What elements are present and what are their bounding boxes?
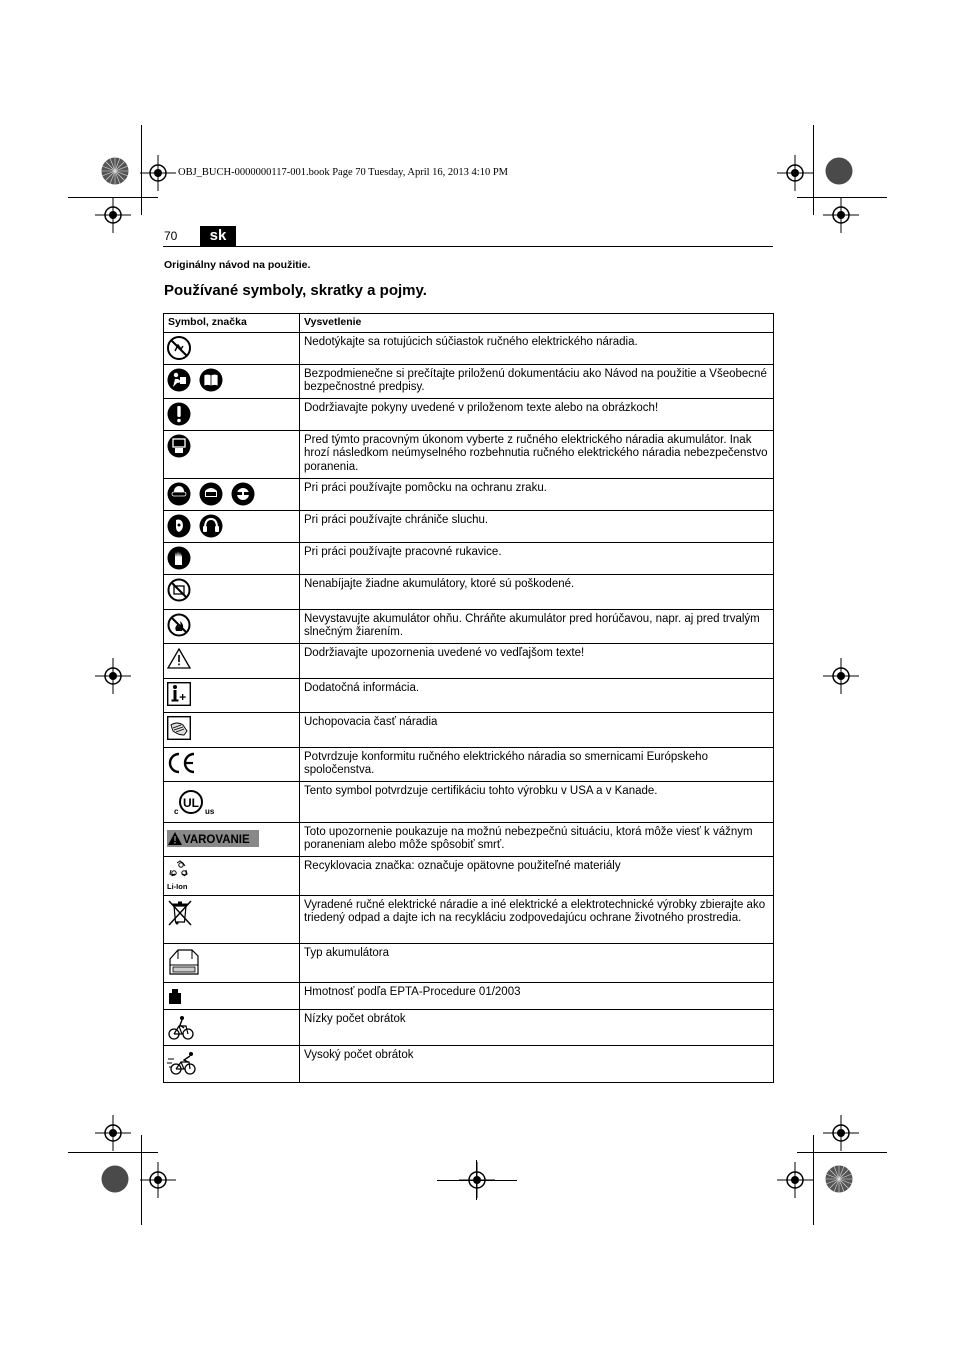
table-row xyxy=(164,543,774,575)
symbol-cell xyxy=(164,431,300,479)
warning-label-icon xyxy=(167,830,259,847)
table-row xyxy=(164,479,774,511)
symbol-cell xyxy=(164,944,300,983)
table-row xyxy=(164,644,774,679)
no-charge-damaged-battery-icon xyxy=(167,578,191,602)
warning-triangle-icon xyxy=(167,647,191,671)
grey-disc-icon xyxy=(101,1165,129,1193)
book-header: OBJ_BUCH-0000000117-001.book Page 70 Tuesday, April 16, 2013 4:10 PM xyxy=(178,167,508,178)
explanation-cell: Dodatočná informácia. xyxy=(300,679,774,713)
symbol-cell xyxy=(164,713,300,748)
table-row xyxy=(164,333,774,365)
table-row xyxy=(164,823,774,857)
crossed-bin-icon xyxy=(167,899,193,927)
explanation-cell: Nízky počet obrátok xyxy=(300,1010,774,1046)
explanation-cell: Pri práci používajte pracovné rukavice. xyxy=(300,543,774,575)
explanation-cell: Pri práci používajte chrániče sluchu. xyxy=(300,511,774,543)
explanation-cell: Vyradené ručné elektrické náradie a iné elektrické a elektrotechnické výrobky zbierajte ako triedený odpad a dajte ich na recykláciu zodpovedajúcu ochrane životného prostredia. xyxy=(300,896,774,944)
weight-icon xyxy=(167,988,183,1006)
table-row xyxy=(164,782,774,823)
symbol-cell xyxy=(164,333,300,365)
symbol-cell xyxy=(164,857,300,896)
symbol-cell xyxy=(164,399,300,431)
table-row xyxy=(164,983,774,1010)
svg-text:UL: UL xyxy=(183,796,199,810)
ear-plug-icon xyxy=(167,514,191,538)
page-number: 70 xyxy=(164,229,178,243)
registration-mark-icon xyxy=(823,197,859,233)
symbol-cell xyxy=(164,679,300,713)
explanation-cell: Dodržiavajte pokyny uvedené v priloženom texte alebo na obrázkoch! xyxy=(300,399,774,431)
symbol-cell xyxy=(164,610,300,644)
symbols-table xyxy=(163,313,774,1083)
svg-text:VAROVANIE: VAROVANIE xyxy=(183,834,250,846)
explanation-cell: Uchopovacia časť náradia xyxy=(300,713,774,748)
recycle-li-ion-icon xyxy=(167,860,195,892)
registration-mark-icon xyxy=(95,197,131,233)
info-plus-icon xyxy=(167,682,191,706)
registration-mark-icon xyxy=(823,658,859,694)
symbol-cell xyxy=(164,644,300,679)
section-title: Používané symboly, skratky a pojmy. xyxy=(164,282,427,299)
ce-mark-icon xyxy=(167,751,197,775)
table-header-row xyxy=(164,314,774,333)
table-row xyxy=(164,679,774,713)
table-row xyxy=(164,399,774,431)
explanation-cell: Bezpodmienečne si prečítajte priloženú dokumentáciu ako Návod na použitie a Všeobecné bezpečnostné predpisy. xyxy=(300,365,774,399)
table-row xyxy=(164,713,774,748)
symbol-cell xyxy=(164,543,300,575)
table-row xyxy=(164,1046,774,1083)
explanation-cell: Tento symbol potvrdzuje certifikáciu tohto výrobku v USA a v Kanade. xyxy=(300,782,774,823)
symbol-cell xyxy=(164,1010,300,1046)
symbol-cell xyxy=(164,983,300,1010)
symbol-cell xyxy=(164,782,300,823)
grip-surface-icon xyxy=(167,716,191,740)
header-divider xyxy=(163,246,773,247)
symbol-cell xyxy=(164,823,300,857)
language-badge: sk xyxy=(200,226,236,246)
goggles-icon xyxy=(167,482,191,506)
starburst-disc-icon xyxy=(825,1165,853,1193)
symbol-cell xyxy=(164,1046,300,1083)
svg-text:c: c xyxy=(174,807,179,816)
explanation-cell: Vysoký počet obrátok xyxy=(300,1046,774,1083)
explanation-cell: Toto upozornenie poukazuje na možnú nebezpečnú situáciu, ktorá môže viesť k vážnym poraneniam alebo môže spôsobiť smrť. xyxy=(300,823,774,857)
explanation-cell: Pred týmto pracovným úkonom vyberte z ručného elektrického náradia akumulátor. Inak hrozí následkom neúmyselného rozbehnutia ručného elektrického náradia nebezpečenstvo poranenia. xyxy=(300,431,774,479)
no-fire-battery-icon xyxy=(167,613,191,637)
table-row xyxy=(164,1010,774,1046)
gloves-icon xyxy=(167,546,191,570)
explanation-cell: Nevystavujte akumulátor ohňu. Chráňte akumulátor pred horúčavou, napr. aj pred trvalým slnečným žiarením. xyxy=(300,610,774,644)
explanation-cell: Dodržiavajte upozornenia uvedené vo vedľajšom texte! xyxy=(300,644,774,679)
table-row xyxy=(164,610,774,644)
starburst-disc-icon xyxy=(101,157,129,185)
registration-mark-icon xyxy=(777,1162,813,1198)
exclamation-icon xyxy=(167,402,191,426)
registration-mark-icon xyxy=(777,155,813,191)
explanation-cell: Nedotýkajte sa rotujúcich súčiastok ručného elektrického náradia. xyxy=(300,333,774,365)
explanation-cell: Pri práci používajte pomôcku na ochranu zraku. xyxy=(300,479,774,511)
fast-bicycle-icon xyxy=(167,1049,199,1077)
symbol-cell xyxy=(164,896,300,944)
explanation-cell: Typ akumulátora xyxy=(300,944,774,983)
table-row xyxy=(164,748,774,782)
registration-mark-icon xyxy=(140,155,176,191)
registration-mark-icon xyxy=(95,1115,131,1151)
remove-battery-icon xyxy=(167,434,191,458)
ul-mark-icon xyxy=(167,789,217,819)
safety-glasses-icon xyxy=(231,482,255,506)
explanation-cell: Hmotnosť podľa EPTA-Procedure 01/2003 xyxy=(300,983,774,1010)
explanation-cell: Nenabíjajte žiadne akumulátory, ktoré sú poškodené. xyxy=(300,575,774,610)
symbol-cell xyxy=(164,575,300,610)
symbol-cell xyxy=(164,511,300,543)
svg-text:us: us xyxy=(205,807,215,816)
registration-mark-icon xyxy=(823,1115,859,1151)
grey-disc-icon xyxy=(825,157,853,185)
table-row xyxy=(164,857,774,896)
table-row xyxy=(164,365,774,399)
table-row xyxy=(164,431,774,479)
svg-text:Li-Ion: Li-Ion xyxy=(167,882,188,891)
column-header-explanation: Vysvetlenie xyxy=(300,314,774,333)
registration-mark-icon xyxy=(95,658,131,694)
slow-bicycle-icon xyxy=(167,1013,195,1041)
table-row xyxy=(164,511,774,543)
table-row xyxy=(164,896,774,944)
symbol-cell xyxy=(164,748,300,782)
open-book-icon xyxy=(199,368,223,392)
column-header-symbol: Symbol, značka xyxy=(164,314,300,333)
table-row xyxy=(164,944,774,983)
intro-text: Originálny návod na použitie. xyxy=(164,259,311,271)
battery-pack-icon xyxy=(167,947,203,979)
symbol-cell xyxy=(164,479,300,511)
explanation-cell: Potvrdzuje konformitu ručného elektrického náradia so smernicami Európskeho spoločenstva. xyxy=(300,748,774,782)
ear-muff-icon xyxy=(199,514,223,538)
registration-mark-icon xyxy=(140,1162,176,1198)
table-row xyxy=(164,575,774,610)
explanation-cell: Recyklovacia značka: označuje opätovne použiteľné materiály xyxy=(300,857,774,896)
symbol-cell xyxy=(164,365,300,399)
no-touch-rotating-icon xyxy=(167,336,191,360)
face-shield-icon xyxy=(199,482,223,506)
read-manual-icon xyxy=(167,368,191,392)
